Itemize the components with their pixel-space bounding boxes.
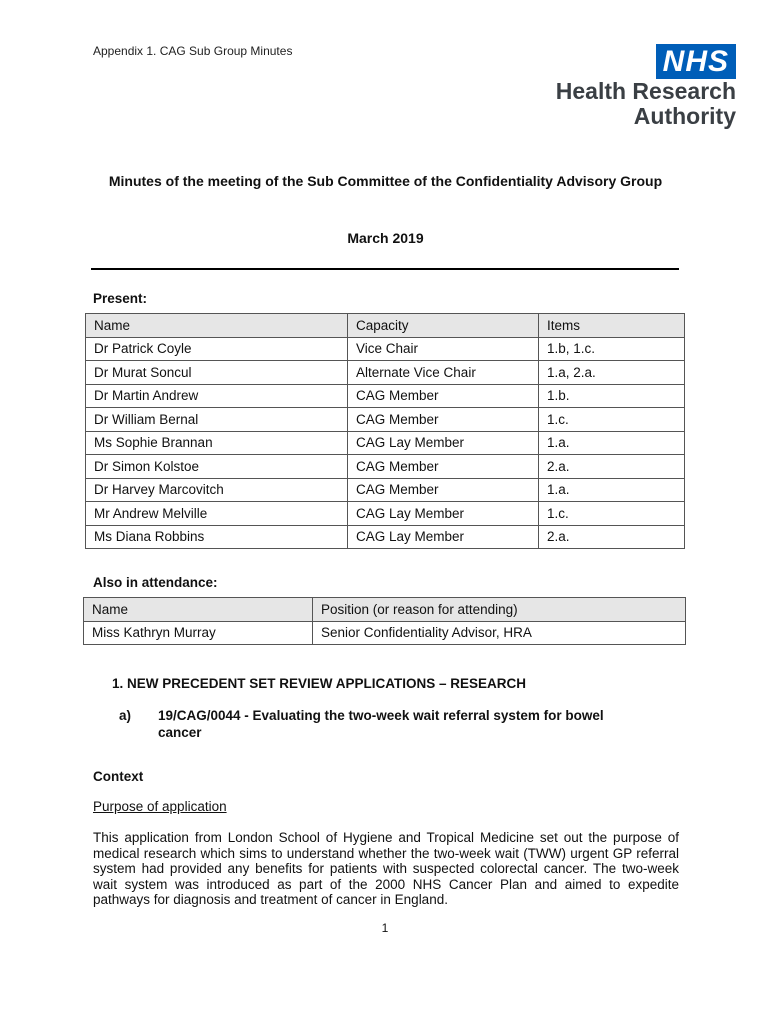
table-row bbox=[86, 431, 685, 455]
table-cell: 1.a. bbox=[539, 431, 685, 455]
table-cell: 1.a, 2.a. bbox=[539, 361, 685, 385]
table-row bbox=[86, 455, 685, 479]
table-cell: Ms Diana Robbins bbox=[86, 525, 348, 549]
meeting-date: March 2019 bbox=[347, 230, 424, 246]
item-title: 19/CAG/0044 - Evaluating the two-week wait referral system for bowel cancer bbox=[158, 708, 604, 740]
present-label: Present: bbox=[93, 291, 148, 306]
table-cell: CAG Lay Member bbox=[348, 431, 539, 455]
table-cell: CAG Member bbox=[348, 408, 539, 432]
table-header-cell: Name bbox=[86, 314, 348, 338]
table-cell: Mr Andrew Melville bbox=[86, 502, 348, 526]
table-cell: CAG Member bbox=[348, 384, 539, 408]
table-cell: CAG Member bbox=[348, 455, 539, 479]
table-cell: CAG Lay Member bbox=[348, 502, 539, 526]
table-cell: Dr Martin Andrew bbox=[86, 384, 348, 408]
table-row bbox=[86, 525, 685, 549]
table-row bbox=[86, 337, 685, 361]
table-header-cell: Items bbox=[539, 314, 685, 338]
table-cell: Vice Chair bbox=[348, 337, 539, 361]
document-title: Minutes of the meeting of the Sub Committee of the Confidentiality Advisory Group bbox=[108, 173, 663, 189]
table-cell: CAG Lay Member bbox=[348, 525, 539, 549]
logo-line-2: Authority bbox=[633, 103, 736, 129]
table-cell: 1.a. bbox=[539, 478, 685, 502]
table-row bbox=[86, 478, 685, 502]
running-header: Appendix 1. CAG Sub Group Minutes bbox=[93, 44, 293, 58]
section-heading: 1. NEW PRECEDENT SET REVIEW APPLICATIONS – RESEARCH bbox=[112, 676, 527, 691]
table-cell: Dr William Bernal bbox=[86, 408, 348, 432]
table-cell: 1.c. bbox=[539, 408, 685, 432]
attendance-table bbox=[83, 597, 686, 645]
item-label: a) bbox=[119, 708, 132, 723]
table-header-cell: Capacity bbox=[348, 314, 539, 338]
table-cell: Dr Patrick Coyle bbox=[86, 337, 348, 361]
attendance-label: Also in attendance: bbox=[93, 575, 218, 590]
table-cell: Dr Harvey Marcovitch bbox=[86, 478, 348, 502]
table-cell: 1.b, 1.c. bbox=[539, 337, 685, 361]
purpose-subheading: Purpose of application bbox=[93, 799, 227, 814]
context-heading: Context bbox=[93, 769, 144, 784]
horizontal-rule bbox=[91, 268, 679, 270]
table-cell: 1.b. bbox=[539, 384, 685, 408]
page-number: 1 bbox=[381, 921, 389, 935]
table-row bbox=[86, 502, 685, 526]
hra-logo bbox=[548, 44, 736, 129]
table-header-cell: Position (or reason for attending) bbox=[313, 598, 686, 622]
table-row bbox=[86, 361, 685, 385]
table-cell: Senior Confidentiality Advisor, HRA bbox=[313, 621, 686, 645]
present-table bbox=[85, 313, 685, 549]
table-cell: Dr Simon Kolstoe bbox=[86, 455, 348, 479]
table-header-row bbox=[86, 314, 685, 338]
logo-line-1: Health Research bbox=[555, 78, 736, 104]
table-header-row bbox=[84, 598, 686, 622]
table-cell: Dr Murat Soncul bbox=[86, 361, 348, 385]
purpose-paragraph: This application from London School of Hygiene and Tropical Medicine set out the purpose of medical research which sims to understand whether the two-week wait (TWW) urgent GP referral system had provided any benefits for patients with suspected colorectal cancer. The two-week wait system was introduced as part of the 2000 NHS Cancer Plan and aimed to expedite pathways for diagnosis and treatment of cancer in England. bbox=[93, 830, 679, 907]
table-cell: Ms Sophie Brannan bbox=[86, 431, 348, 455]
table-row bbox=[86, 408, 685, 432]
table-cell: Alternate Vice Chair bbox=[348, 361, 539, 385]
table-cell: Miss Kathryn Murray bbox=[84, 621, 313, 645]
table-header-cell: Name bbox=[84, 598, 313, 622]
table-cell: 1.c. bbox=[539, 502, 685, 526]
table-cell: CAG Member bbox=[348, 478, 539, 502]
table-cell: 2.a. bbox=[539, 455, 685, 479]
nhs-logo-box: NHS bbox=[656, 44, 736, 79]
table-row bbox=[84, 621, 686, 645]
table-cell: 2.a. bbox=[539, 525, 685, 549]
table-row bbox=[86, 384, 685, 408]
